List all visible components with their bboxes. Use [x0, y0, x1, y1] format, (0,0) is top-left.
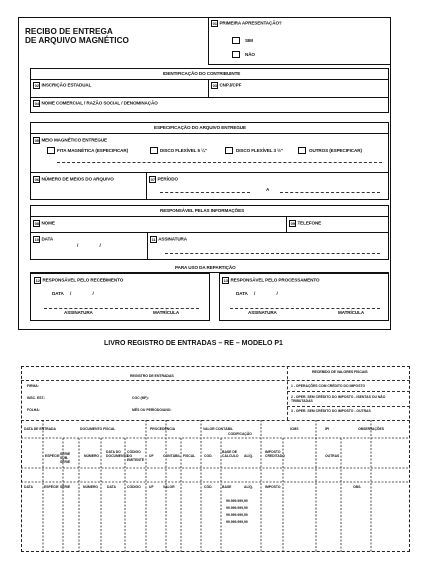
media-disk35-checkbox[interactable] — [225, 147, 233, 154]
detail-value: 99.999.999,99 — [226, 513, 248, 517]
media-specify-line — [57, 162, 382, 163]
file-spec-header: ESPECIFICAÇÃO DO ARQUIVO ENTREGUE — [154, 125, 246, 130]
media-other-checkbox[interactable] — [298, 147, 306, 154]
office-header: PARA USO DA REPARTIÇÃO — [175, 265, 236, 270]
company-name-field[interactable] — [33, 105, 385, 113]
col-other: OUTRAS — [325, 454, 340, 458]
period-separator: A — [266, 187, 270, 192]
file-count-field[interactable] — [33, 183, 143, 197]
contributor-header: IDENTIFICAÇÃO DO CONTRIBUINTE — [163, 71, 241, 76]
row-cell-doc-date: DATA — [107, 485, 116, 489]
divider — [287, 366, 288, 420]
receipt-date-field[interactable]: / / — [70, 291, 104, 296]
divider — [208, 79, 209, 97]
col-tax-credited: IMPOSTO CREDITADO — [265, 450, 285, 458]
col-group-origin: PROCEDÊNCIA — [150, 427, 176, 431]
right-line-1: 1 - OPERAÇÕES COM CRÉDITO DO IMPOSTO — [291, 384, 366, 388]
processing-label: 13 RESPONSÁVEL PELO PROCESSAMENTO — [223, 277, 320, 283]
form-title-line1: RECIBO DE ENTREGA — [25, 27, 113, 36]
divider — [287, 391, 410, 392]
divider — [147, 232, 148, 260]
divider — [30, 216, 389, 217]
responsible-header: RESPONSÁVEL PELAS INFORMAÇÕES — [160, 208, 245, 213]
receipt-signature-label: ASSINATURA — [64, 310, 93, 315]
detail-value: 99.999.999,99 — [226, 520, 248, 524]
right-line-2: 2 - OPER. SEM CRÉDITO DO IMPOSTO - ISENTAS OU NÃO TRIBUTADAS — [291, 395, 386, 404]
media-option-tape: FITA MAGNÉTICA (ESPECIFICAR) — [57, 148, 129, 153]
firma-label: FIRMA: — [27, 384, 39, 388]
period-start-field[interactable] — [160, 192, 250, 193]
no-label: NÃO — [245, 52, 255, 57]
divider — [146, 172, 147, 200]
ledger-header-left: REGISTRO DE ENTRADAS — [130, 374, 174, 378]
period-label: 07 PERÍODO — [150, 176, 178, 182]
right-line-3: 3 - OPER. SEM CRÉDITO DO IMPOSTO - OUTRAS — [291, 409, 371, 413]
divider — [30, 133, 389, 134]
row-cell-date: DATA — [24, 485, 33, 489]
col-issuer-code: CÓDIGO DO EMITENTE — [127, 450, 145, 462]
col-group-icms: ICMS — [290, 427, 299, 431]
period-end-field[interactable] — [280, 192, 380, 193]
media-option-other: OUTROS (ESPECIFICAR) — [309, 148, 362, 153]
yes-label: SIM — [245, 38, 253, 43]
name-field[interactable] — [60, 219, 282, 229]
cgc-label: CGC (MF): — [132, 396, 149, 400]
col-cod: COD. — [204, 454, 213, 458]
row-cell-species: ESPÉCIE — [44, 485, 59, 489]
col-species: ESPÉCIE — [45, 454, 60, 458]
media-disk525-checkbox[interactable] — [150, 147, 158, 154]
row-cell-number: NÚMERO — [83, 485, 99, 489]
col-fiscal: FISCAL — [183, 454, 196, 458]
field-number: 01 — [212, 21, 217, 26]
first-presentation-label: 01 PRIMEIRA APRESENTAÇÃO? — [212, 20, 282, 26]
divider — [30, 79, 389, 80]
first-presentation-yes-checkbox[interactable] — [232, 37, 240, 44]
col-group-notes: OBSERVAÇÕES — [358, 427, 385, 431]
col-series: SÉRIE SUB-SÉRIE — [60, 452, 71, 464]
divider — [21, 380, 410, 381]
row-cell-rate: ALÍQ. — [244, 485, 254, 489]
first-presentation-no-checkbox[interactable] — [232, 51, 240, 58]
col-group-ipi: IPI — [325, 427, 330, 431]
form-title — [25, 27, 129, 45]
cnpj-field[interactable] — [211, 88, 386, 97]
folha-label: FOLHA: — [27, 408, 40, 412]
media-label: 05 MEIO MAGNÉTICO ENTREGUE — [34, 137, 108, 143]
ledger-header-right: RECEBIDO DE VALORES FISCAIS — [312, 370, 368, 374]
media-option-disk35: DISCO FLEXÍVEL 3 ½" — [236, 148, 283, 153]
insc-est-label: INSC. EST.: — [27, 396, 46, 400]
cnpj-label: 03 CNPJ/CPF — [212, 82, 242, 88]
processing-registration-label: MATRÍCULA — [338, 310, 365, 315]
row-cell-base: BASE — [222, 485, 232, 489]
row-cell-uf: UF — [149, 485, 154, 489]
row-cell-obs: OBS. — [353, 485, 362, 489]
col-tax-base: BASE DE CÁLCULO — [222, 450, 239, 458]
col-number: NÚMERO — [84, 454, 100, 458]
divider — [30, 97, 389, 98]
processing-date-field[interactable]: / / — [254, 291, 288, 296]
col-uf: UF — [149, 454, 154, 458]
processing-date-label: DATA — [236, 291, 248, 296]
col-group-fiscal-doc: DOCUMENTO FISCAL — [80, 427, 116, 431]
col-group-code: CODIFICAÇÃO — [228, 432, 252, 436]
state-registration-label: 02 INSCRIÇÃO ESTADUAL — [34, 82, 92, 88]
divider — [286, 216, 287, 232]
ledger-title: LIVRO REGISTRO DE ENTRADAS – RE – MODELO P1 — [104, 340, 283, 347]
receipt-registration-label: MATRÍCULA — [153, 310, 180, 315]
row-cell-code: CÓDIGO — [127, 485, 141, 489]
processing-sign-line[interactable] — [230, 308, 380, 309]
media-option-disk525: DISCO FLEXÍVEL 5 ¼" — [160, 148, 207, 153]
signature-label: 11 ASSINATURA — [151, 236, 187, 242]
receipt-label: 12 RESPONSÁVEL PELO RECEBIMENTO — [35, 277, 124, 283]
row-cell-cod: CÓD. — [204, 485, 213, 489]
col-accounting: CONTÁBIL — [163, 454, 181, 458]
divider — [287, 406, 410, 407]
date-field[interactable]: / / — [77, 243, 111, 248]
divider — [30, 172, 389, 173]
form-title-line2: DE ARQUIVO MAGNÉTICO — [25, 36, 129, 45]
col-group-value: VALOR CONTÁBIL — [203, 427, 234, 431]
receipt-sign-line[interactable] — [44, 308, 199, 309]
date-label: 10 DATA — [34, 236, 54, 242]
divider — [30, 232, 389, 233]
state-registration-field[interactable] — [33, 88, 205, 97]
signature-line[interactable] — [165, 253, 380, 254]
name-label: 08 NOME — [34, 220, 55, 226]
ledger-grid — [21, 420, 410, 552]
receipt-date-label: DATA — [52, 291, 64, 296]
col-doc-date: DATA DO DOCUMENTO — [106, 450, 129, 458]
processing-signature-label: ASSINATURA — [248, 310, 277, 315]
col-rate: ALÍQ. — [244, 454, 254, 458]
file-count-label: 06 NÚMERO DE MEIOS DO ARQUIVO — [34, 176, 114, 182]
row-cell-series: SÉRIE — [60, 485, 71, 489]
row-cell-value: VALOR — [163, 485, 175, 489]
media-tape-checkbox[interactable] — [47, 147, 55, 154]
company-name-label: 04 NOME COMERCIAL / RAZÃO SOCIAL / DENOMINAÇÃO — [34, 100, 158, 106]
row-cell-tax: IMPOSTO — [265, 485, 281, 489]
detail-value: 99.999.999,99 — [226, 506, 248, 510]
mes-ano-label: MÊS OU PERÍODO/ANO: — [132, 408, 172, 412]
col-group-date-entry: DATA DE ENTRADA — [24, 427, 56, 431]
detail-value: 99.999.999,99 — [226, 499, 248, 503]
phone-label: 09 TELEFONE — [290, 220, 322, 226]
